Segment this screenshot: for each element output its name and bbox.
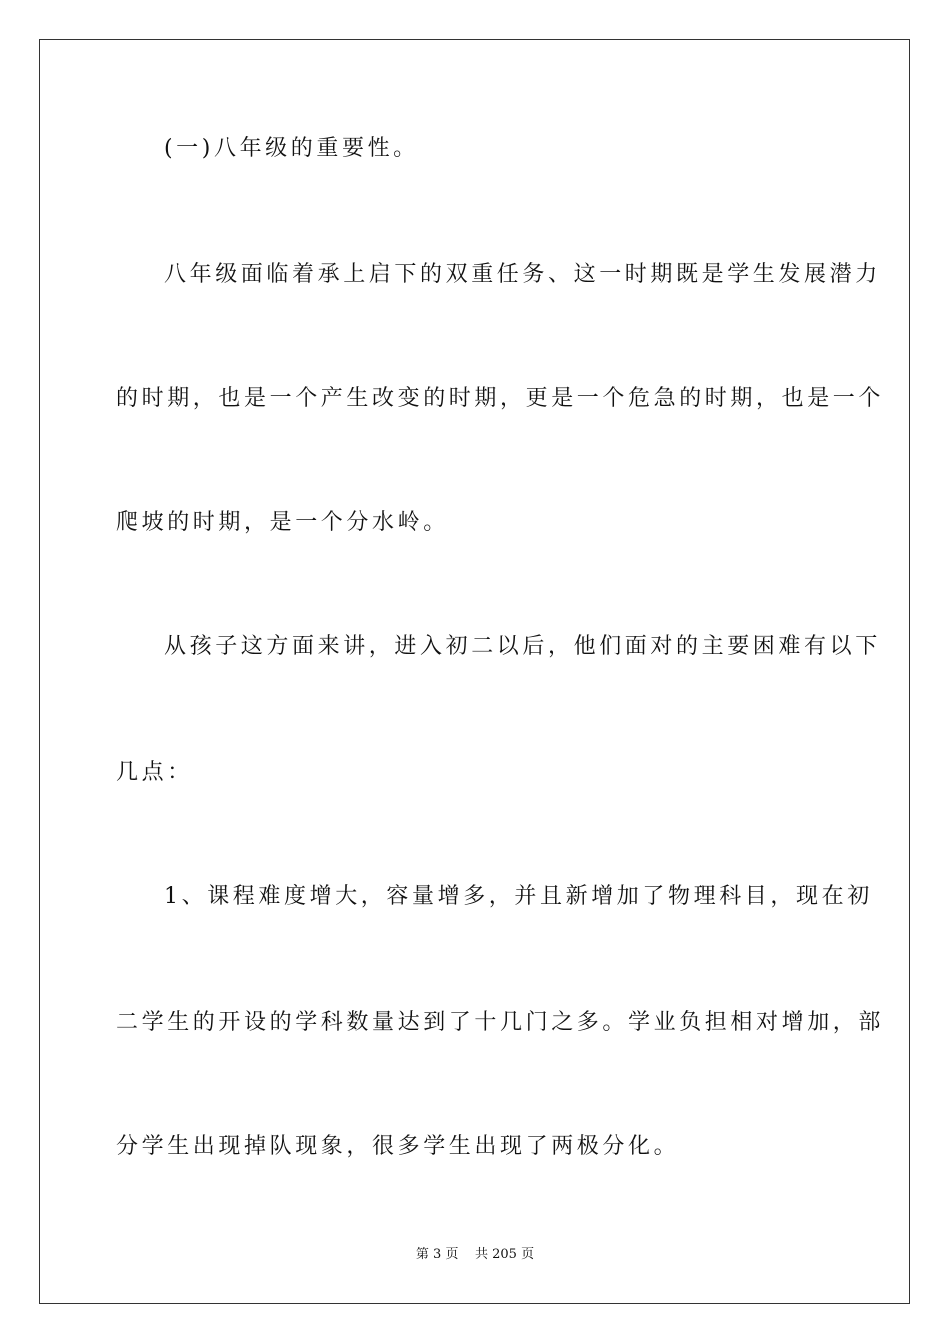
paragraph-line: 几点： [116,760,193,785]
section-heading: (一)八年级的重要性。 [164,136,419,161]
paragraph-line: 的时期，也是一个产生改变的时期，更是一个危急的时期，也是一个 [116,386,885,411]
page-number-footer: 第 3 页 共 205 页 [415,1247,535,1262]
paragraph-line: 八年级面临着承上启下的双重任务、这一时期既是学生发展潜力 [164,262,881,287]
paragraph-line: 二学生的开设的学科数量达到了十几门之多。学业负担相对增加，部 [116,1010,885,1035]
paragraph-line: 分学生出现掉队现象，很多学生出现了两极分化。 [116,1134,680,1159]
paragraph-line: 1、课程难度增大，容量增多，并且新增加了物理科目，现在初 [164,884,873,909]
paragraph-line: 从孩子这方面来讲，进入初二以后，他们面对的主要困难有以下 [164,634,881,659]
page-frame [39,39,910,1304]
paragraph-line: 爬坡的时期，是一个分水岭。 [116,510,449,535]
